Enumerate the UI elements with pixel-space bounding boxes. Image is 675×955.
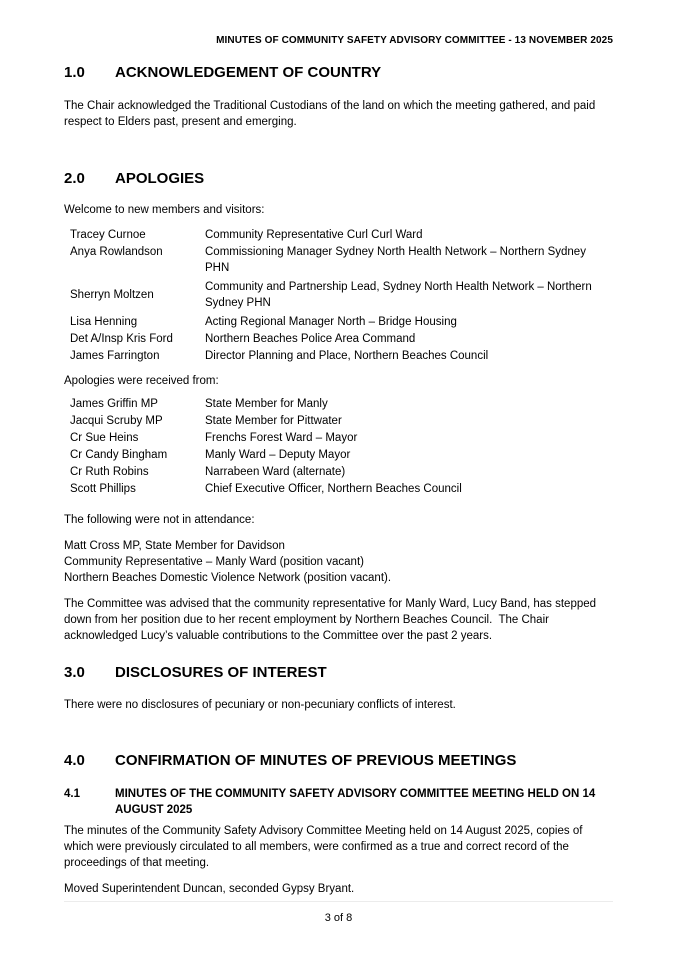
table-row — [64, 429, 613, 446]
section-1-title: ACKNOWLEDGEMENT OF COUNTRY — [115, 64, 382, 81]
section-1-heading — [64, 64, 613, 81]
apology-role: Narrabeen Ward (alternate) — [205, 465, 346, 478]
not-attendance-line: Matt Cross MP, State Member for Davidson — [64, 540, 285, 552]
attendee-role: Community and Partnership Lead, Sydney North Health Network – Northern Sydney PHN — [205, 281, 592, 309]
apology-role: Frenchs Forest Ward – Mayor — [205, 431, 358, 444]
attendee-role: Commissioning Manager Sydney North Health Network – Northern Sydney PHN — [205, 245, 586, 274]
section-3-number: 3.0 — [64, 664, 85, 681]
apology-role: Chief Executive Officer, Northern Beaches Council — [205, 482, 462, 495]
apology-name: Cr Sue Heins — [70, 431, 139, 444]
attendee-name: Sherryn Moltzen — [70, 289, 154, 301]
section-2-number: 2.0 — [64, 170, 85, 187]
apology-name: Jacqui Scruby MP — [70, 414, 163, 427]
attendee-name: Anya Rowlandson — [70, 245, 163, 258]
apology-name: Scott Phillips — [70, 482, 136, 495]
table-row — [64, 313, 613, 330]
attendee-name: Lisa Henning — [70, 315, 138, 328]
welcome-members-table — [64, 226, 613, 364]
attendee-role: Acting Regional Manager North – Bridge Housing — [205, 315, 457, 328]
attendee-role: Northern Beaches Police Area Command — [205, 332, 416, 345]
not-attendance-intro: The following were not in attendance: — [64, 514, 255, 526]
welcome-intro: Welcome to new members and visitors: — [64, 204, 265, 216]
section-2-heading — [64, 170, 613, 187]
disclosures-paragraph: There were no disclosures of pecuniary or non-pecuniary conflicts of interest. — [64, 699, 456, 711]
minutes-confirmation-paragraph: The minutes of the Community Safety Advisory Committee Meeting held on 14 August 2025, copies of which were previously circulated to all members, were confirmed as a true and correct record of the proceedings of that meeting. — [64, 825, 586, 869]
apology-role: State Member for Manly — [205, 397, 328, 410]
table-row — [64, 395, 613, 412]
section-3-heading — [64, 664, 613, 681]
apologies-table — [64, 395, 613, 497]
section-4-1-title: MINUTES OF THE COMMUNITY SAFETY ADVISORY COMMITTEE MEETING HELD ON 14 AUGUST 2025 — [115, 788, 596, 816]
section-1-number: 1.0 — [64, 64, 85, 81]
footer-divider — [64, 901, 613, 902]
apology-role: State Member for Pittwater — [205, 414, 342, 427]
not-attendance-line: Northern Beaches Domestic Violence Network (position vacant). — [64, 572, 392, 584]
acknowledgement-paragraph: The Chair acknowledged the Traditional Custodians of the land on which the meeting gathered, and paid respect to Elders past, present and emerging. — [64, 100, 599, 128]
table-row — [64, 463, 613, 480]
attendee-role: Director Planning and Place, Northern Beaches Council — [205, 349, 489, 362]
table-row — [64, 347, 613, 364]
table-row — [64, 226, 613, 243]
section-4-1-heading — [64, 787, 613, 818]
section-4-heading — [64, 752, 613, 769]
attendee-role: Community Representative Curl Curl Ward — [205, 228, 423, 241]
not-attendance-list — [64, 538, 613, 586]
apology-role: Manly Ward – Deputy Mayor — [205, 448, 351, 461]
section-3-title: DISCLOSURES OF INTEREST — [115, 664, 327, 681]
section-2-title: APOLOGIES — [115, 170, 205, 187]
table-row — [64, 412, 613, 429]
document-header: MINUTES OF COMMUNITY SAFETY ADVISORY COMMITTEE - 13 NOVEMBER 2025 — [216, 35, 613, 46]
apology-name: James Griffin MP — [70, 397, 158, 410]
page-number-indicator: 3 of 8 — [324, 912, 353, 924]
not-attendance-line: Community Representative – Manly Ward (position vacant) — [64, 556, 364, 568]
table-row — [64, 243, 613, 276]
apologies-intro: Apologies were received from: — [64, 375, 219, 387]
table-row — [64, 480, 613, 497]
section-4-number: 4.0 — [64, 752, 85, 769]
table-row — [64, 330, 613, 347]
apology-name: Cr Ruth Robins — [70, 465, 149, 478]
attendee-name: Det A/Insp Kris Ford — [70, 332, 173, 345]
table-row — [64, 276, 613, 313]
attendee-name: Tracey Curnoe — [70, 228, 146, 241]
table-row — [64, 446, 613, 463]
apology-name: Cr Candy Bingham — [70, 448, 168, 461]
section-4-1-number: 4.1 — [64, 788, 80, 800]
section-4-title: CONFIRMATION OF MINUTES OF PREVIOUS MEETINGS — [115, 752, 517, 769]
attendee-name: James Farrington — [70, 349, 160, 362]
moved-seconded-line: Moved Superintendent Duncan, seconded Gypsy Bryant. — [64, 883, 355, 895]
committee-note-paragraph: The Committee was advised that the community representative for Manly Ward, Lucy Band, has stepped down from her position due to her recent employment by Northern Beaches Council. The Chair acknowledged Lucy’s valuable contributions to the Committee over the past 2 years. — [64, 598, 600, 642]
